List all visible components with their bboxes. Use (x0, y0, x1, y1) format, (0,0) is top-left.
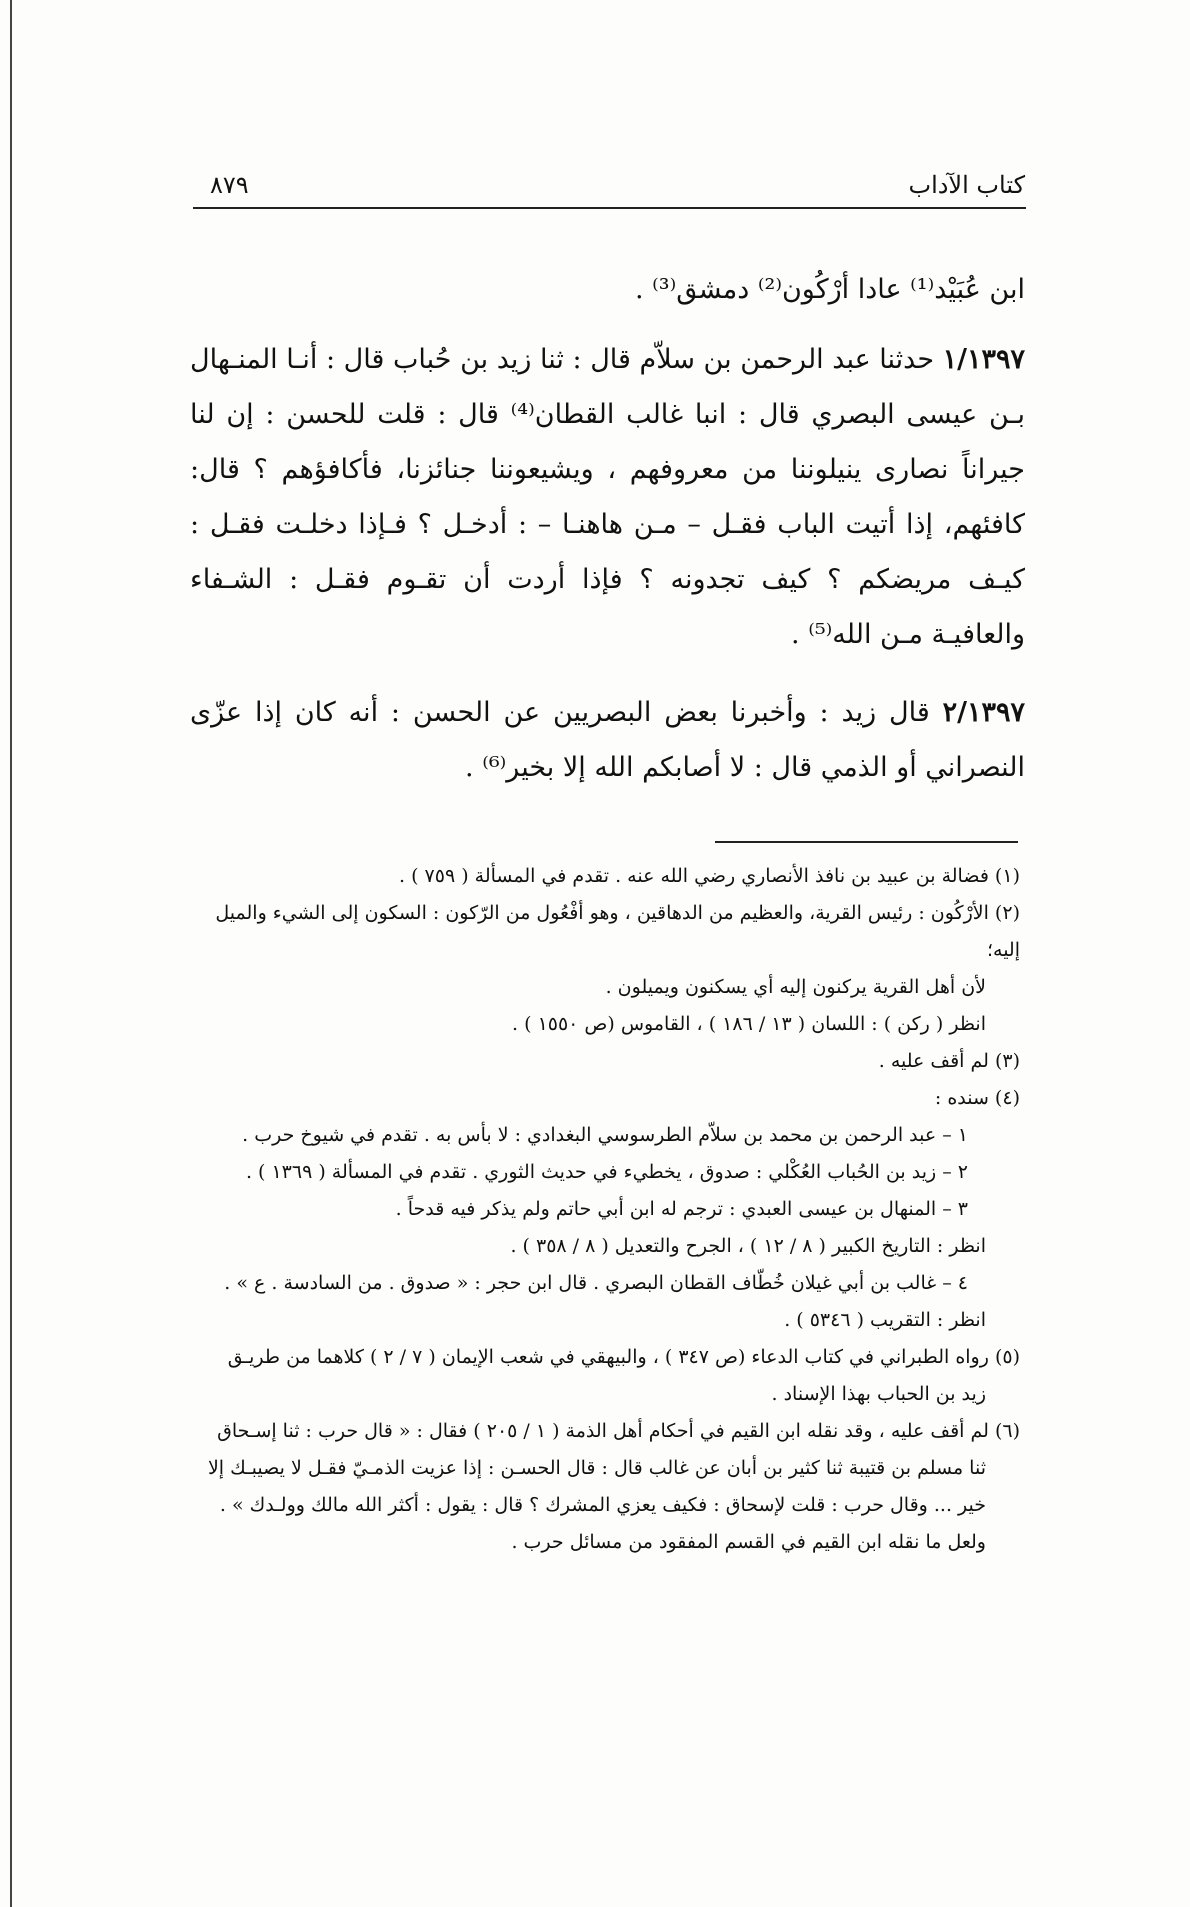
footnote-6-cont-3: ولعل ما نقله ابن القيم في القسم المفقود من مسائل حرب . (511, 1531, 986, 1553)
footnote-4-item-4-ref: انظر : التقريب ( ٥٣٤٦ ) . (784, 1309, 986, 1331)
page-number: ٨٧٩ (210, 171, 249, 199)
footnote-1: (١) فضالة بن عبيد بن نافذ الأنصاري رضي الله عنه . تقدم في المسألة ( ٧٥٩ ) . (399, 865, 1020, 887)
paragraph-text: حدثنا عبد الرحمن بن سلاّم قال : ثنا زيد بن حُباب قال : أنـا المنـهال بـن عيسى البصري قال : انبا غالب القطان⁽⁴⁾ قال : قلت للحسن : إن لنا جيراناً نصارى ينيلوننا من معروفهم ، ويشيعوننا جنائزنا، فأكافؤهم ؟ قال: كافئهم، إذا أتيت الباب فقـل – مـن هاهنـا – : أدخـل ؟ فـإذا دخلـت فقـل : كيـف مريضكم ؟ كيف تجدونه ؟ فإذا أردت أن تقـوم فقـل : الشـفاء والعافيـة مـن الله⁽⁵⁾ . (190, 344, 1025, 650)
running-title: كتاب الآداب (908, 171, 1025, 199)
footnote-4-item-4: ٤ – غالب بن أبي غيلان خُطّاف القطان البصري . قال ابن حجر : « صدوق . من السادسة . ع » . (224, 1272, 968, 1294)
paragraph-1397-2 (190, 685, 1025, 795)
page-edge-line (10, 0, 12, 1907)
paragraph-text: قال زيد : وأخبرنا بعض البصريين عن الحسن : أنه كان إذا عزّى النصراني أو الذمي قال : لا أصابكم الله إلا بخير⁽⁶⁾ . (190, 697, 1025, 783)
footnote-4-item-1: ١ – عبد الرحمن بن محمد بن سلاّم الطرسوسي البغدادي : لا بأس به . تقدم في شيوخ حرب . (242, 1124, 968, 1146)
footnote-2: (٢) الأرْكُون : رئيس القرية، والعظيم من الدهاقين ، وهو أفْعُول من الرّكون : السكون إلى الشيء والميل إليه؛ (215, 902, 1020, 961)
footnote-5-cont: زيد بن الحباب بهذا الإسناد . (771, 1383, 986, 1405)
footnote-5: (٥) رواه الطبراني في كتاب الدعاء (ص ٣٤٧ ) ، والبيهقي في شعب الإيمان ( ٧ / ٢ ) كلاهما من طريـق (227, 1346, 1020, 1368)
paragraph-1397-1 (190, 332, 1025, 662)
footnote-4-item-3-ref: انظر : التاريخ الكبير ( ٨ / ١٢ ) ، الجرح والتعديل ( ٨ / ٣٥٨ ) . (510, 1235, 986, 1257)
footnotes (190, 858, 1020, 1561)
footnote-2-ref: انظر ( ركن ) : اللسان ( ١٣ / ١٨٦ ) ، القاموس (ص ١٥٥٠ ) . (512, 1013, 986, 1035)
footnote-6: (٦) لم أقف عليه ، وقد نقله ابن القيم في أحكام أهل الذمة ( ١ / ٢٠٥ ) فقال : « قال حرب : ثنا إسـحاق (217, 1420, 1020, 1442)
page-header (190, 165, 1025, 205)
footnote-3: (٣) لم أقف عليه . (878, 1050, 1020, 1072)
continuation-text: ابن عُبَيْد⁽¹⁾ عادا أرْكُون⁽²⁾ دمشق⁽³⁾ . (634, 274, 1025, 305)
footnote-4-item-2: ٢ – زيد بن الحُباب العُكْلي : صدوق ، يخطيء في حديث الثوري . تقدم في المسألة ( ١٣٦٩ ) . (245, 1161, 968, 1183)
footnote-separator (715, 841, 1018, 843)
footnote-4: (٤) سنده : (934, 1087, 1020, 1109)
entry-number: ١/١٣٩٧ (942, 344, 1025, 375)
footnote-2-cont: لأن أهل القرية يركنون إليه أي يسكنون ويميلون . (605, 976, 986, 998)
footnote-6-cont-1: ثنا مسلم بن قتيبة ثنا كثير بن أبان عن غالب قال : قال الحسـن : إذا عزيت الذمـيّ فقـل لا يصيبـك إلا (207, 1457, 986, 1479)
continuation-line (190, 262, 1025, 317)
footnote-4-item-3: ٣ – المنهال بن عيسى العبدي : ترجم له ابن أبي حاتم ولم يذكر فيه قدحاً . (395, 1198, 968, 1220)
header-rule (193, 207, 1026, 209)
entry-number: ٢/١٣٩٧ (942, 697, 1025, 728)
footnote-6-cont-2: خير ... وقال حرب : قلت لإسحاق : فكيف يعزي المشرك ؟ قال : يقول : أكثر الله مالك وولـدك » . (219, 1494, 986, 1516)
